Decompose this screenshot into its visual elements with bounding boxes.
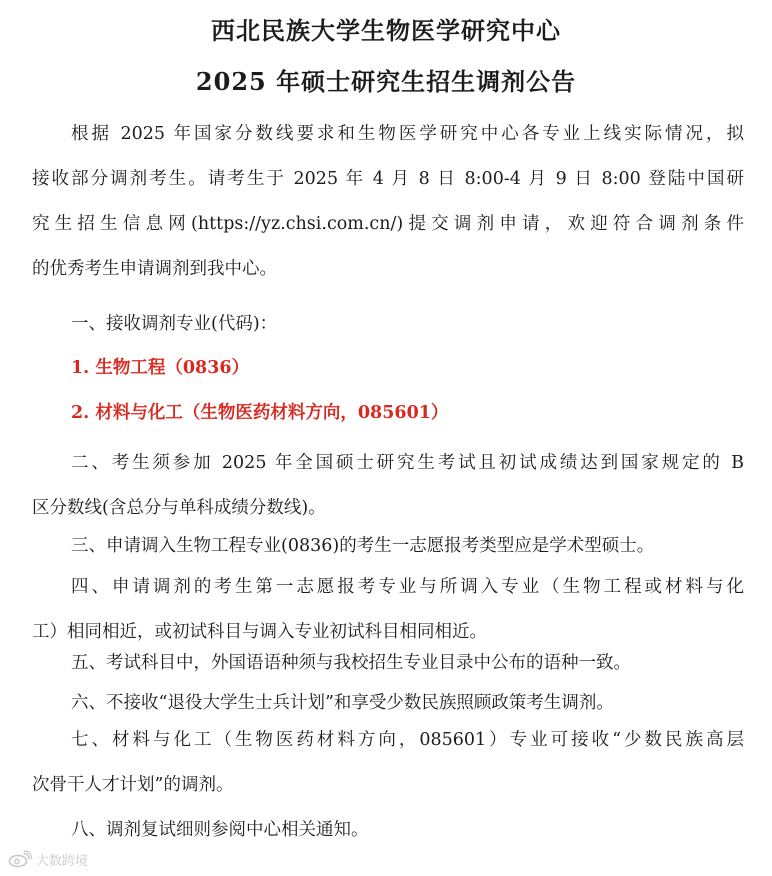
section1-heading <box>32 302 744 347</box>
section1-heading-text: 一、接收调剂专业(代码)： <box>71 314 278 334</box>
section2-line: 二、考生须参加 2025 年全国硕士研究生考试且初试成绩达到国家规定的 B <box>71 453 744 473</box>
document-title-line2: 2025 年硕士研究生招生调剂公告 <box>195 67 577 96</box>
intro-paragraph <box>32 112 744 292</box>
weibo-logo-icon <box>8 850 32 868</box>
watermark <box>8 848 88 870</box>
section4-line: 工）相同相近，或初试科目与调入专业初试科目相同相近。 <box>32 622 487 642</box>
section5-line: 五、考试科目中，外国语语种须与我校招生专业目录中公布的语种一致。 <box>71 653 631 673</box>
watermark-text: 大数跨境 <box>36 853 89 869</box>
section2-paragraph <box>32 441 744 531</box>
section3-paragraph <box>32 524 744 569</box>
major-item: 2. 材料与化工（生物医药材料方向，085601） <box>71 403 449 423</box>
major-item: 1. 生物工程（0836） <box>71 358 250 378</box>
intro-line: 根据 2025 年国家分数线要求和生物医学研究中心各专业上线实际情况，拟 <box>71 124 744 144</box>
section7-line: 七、材料与化工（生物医药材料方向，085601）专业可接收“少数民族高层 <box>71 730 744 750</box>
section6-line: 六、不接收“退役大学生士兵计划”和享受少数民族照顾政策考生调剂。 <box>71 693 614 713</box>
intro-line: 究生招生信息网(https://yz.chsi.com.cn/)提交调剂申请，欢迎符合调剂条件 <box>32 214 744 234</box>
section3-line: 三、申请调入生物工程专业(0836)的考生一志愿报考类型应是学术型硕士。 <box>71 536 655 556</box>
intro-line: 接收部分调剂考生。请考生于 2025 年 4 月 8 日 8:00-4 月 9 日 8:00 登陆中国研 <box>32 169 744 189</box>
major-list <box>32 346 744 436</box>
section4-line: 四、申请调剂的考生第一志愿报考专业与所调入专业（生物工程或材料与化 <box>71 577 744 597</box>
section7-paragraph <box>32 718 744 808</box>
section7-line: 次骨干人才计划”的调剂。 <box>32 775 234 795</box>
section8-paragraph <box>32 808 744 853</box>
section5-paragraph <box>32 641 744 686</box>
section2-line: 区分数线(含总分与单科成绩分数线)。 <box>32 498 326 518</box>
document-title-line1: 西北民族大学生物医学研究中心 <box>211 16 561 45</box>
section8-line: 八、调剂复试细则参阅中心相关通知。 <box>71 820 369 840</box>
intro-line: 的优秀考生申请调剂到我中心。 <box>32 259 277 279</box>
